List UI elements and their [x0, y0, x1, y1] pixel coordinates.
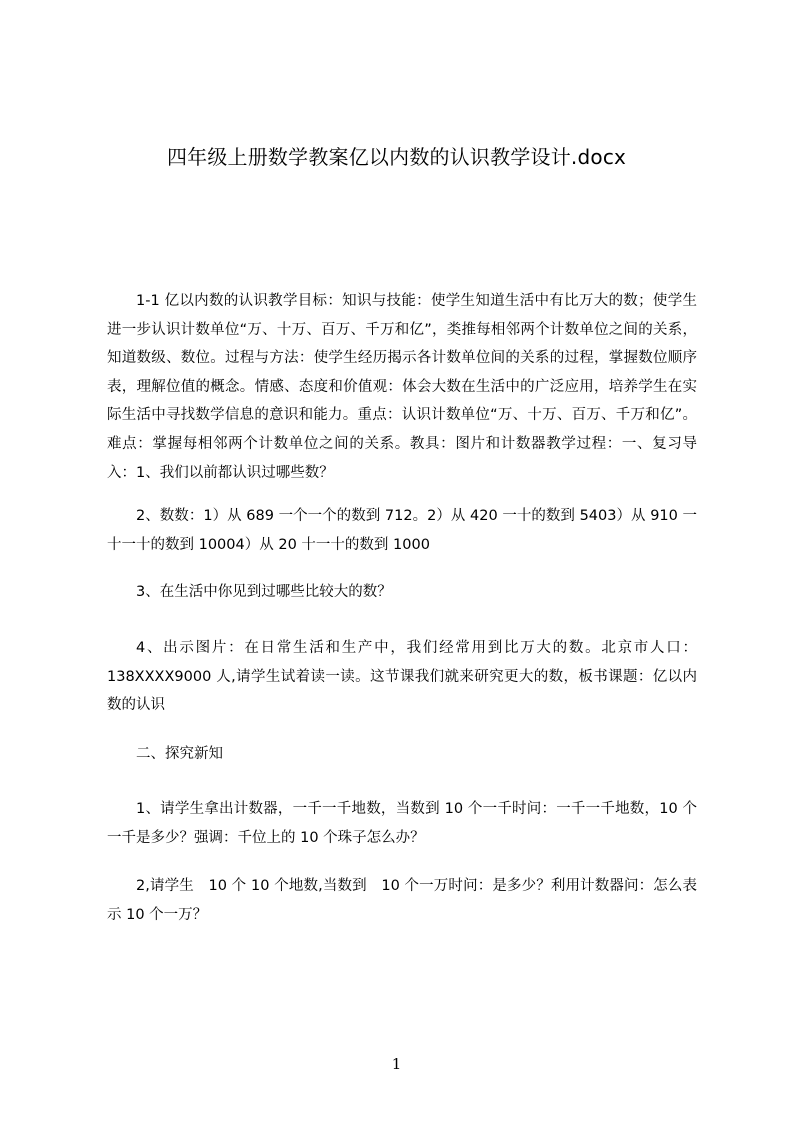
paragraph-objectives: 1-1 亿以内数的认识教学目标：知识与技能：使学生知道生活中有比万大的数；使学生进一步认识计数单位“万、十万、百万、千万和亿”，类推每相邻两个计数单位之间的关系，知道数级、数位。过程与方法：使学生经历揭示各计数单位间的关系的过程，掌握数位顺序表，理解位值的概念。情感、态度和价值观：体会大数在生活中的广泛应用，培养学生在实际生活中寻找数学信息的意识和能力。重点：认识计数单位“万、十万、百万、千万和亿”。难点：掌握每相邻两个计数单位之间的关系。教具：图片和计数器教学过程：一、复习导入：1、我们以前都认识过哪些数？ [107, 293, 697, 481]
paragraph-big-numbers-question: 3、在生活中你见到过哪些比较大的数？ [136, 584, 392, 600]
paragraph-counter-ten-thousands: 2,请学生 10 个 10 个地数,当数到 10 个一万时问：是多少？利用计数器问：怎么表示 10 个一万？ [107, 878, 697, 923]
paragraph-show-pictures: 4、出示图片：在日常生活和生产中，我们经常用到比万大的数。北京市人口：138XXXX9000 人,请学生试着读一读。这节课我们就来研究更大的数，板书课题：亿以内数的认识 [107, 640, 697, 714]
paragraph-counting: 2、数数：1）从 689 一个一个的数到 712。2）从 420 一十的数到 5403）从 910 一十一十的数到 10004）从 20 十一十的数到 1000 [107, 508, 697, 553]
page-number: 1 [391, 1055, 402, 1073]
paragraph-counter-thousands: 1、请学生拿出计数器，一千一千地数，当数到 10 个一千时问：一千一千地数，10 个一千是多少？强调：千位上的 10 个珠子怎么办？ [107, 801, 697, 846]
section-heading-explore: 二、探究新知 [136, 746, 223, 762]
document-title: 四年级上册数学教案亿以内数的认识教学设计.docx [166, 145, 627, 169]
